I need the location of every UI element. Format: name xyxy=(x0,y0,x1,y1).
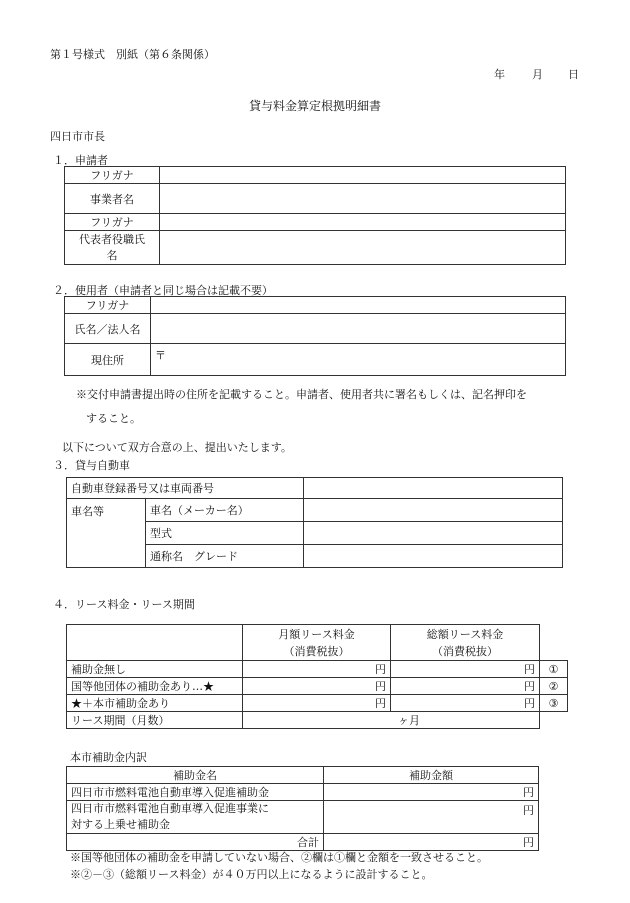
row-mark: ② xyxy=(540,678,568,695)
user-furigana-field[interactable] xyxy=(151,297,566,314)
subsidy-total-label: 合計 xyxy=(67,834,324,851)
user-note-line2: すること。 xyxy=(86,412,141,425)
lease-row-label: ★＋本市補助金あり xyxy=(67,695,243,712)
date-month: 月 xyxy=(532,68,543,81)
vehicle-heading: ３．貸与自動車 xyxy=(53,459,130,472)
total-lease-field[interactable]: 円 xyxy=(391,661,540,678)
reg-number-label: 自動車登録番号又は車両番号 xyxy=(67,478,304,499)
user-name-label: 氏名／法人名 xyxy=(65,314,151,344)
total-lease-header-line1: 総額リース料金 xyxy=(426,627,504,641)
row-mark: ① xyxy=(540,661,568,678)
maker-field[interactable] xyxy=(304,499,563,522)
representative-field[interactable] xyxy=(160,231,566,265)
user-table xyxy=(64,296,566,376)
model-field[interactable] xyxy=(304,522,563,545)
subsidy-row2-name-line1: 四日市市燃料電池自動車導入促進事業に xyxy=(71,802,269,815)
monthly-lease-header xyxy=(243,625,391,661)
lease-period-label: リース期間（月数） xyxy=(67,712,243,729)
representative-label xyxy=(65,231,160,265)
user-note-line1: ※交付申請書提出時の住所を記載すること。申請者、使用者共に署名もしくは、記名押印を xyxy=(76,388,527,401)
user-furigana-label: フリガナ xyxy=(65,297,151,314)
subsidy-row2-amount[interactable]: 円 xyxy=(324,801,539,834)
user-address-field[interactable] xyxy=(151,344,566,376)
car-name-group-label: 車名等 xyxy=(67,499,146,568)
subsidy-amount-header: 補助金額 xyxy=(324,767,539,784)
representative-label-line1: 代表者役職氏 xyxy=(79,232,145,246)
total-lease-field[interactable]: 円 xyxy=(391,678,540,695)
note-2: ※②－③（総額リース料金）が４０万円以上になるように設計すること。 xyxy=(70,868,433,881)
lease-row-label: 補助金無し xyxy=(67,661,243,678)
grade-label: 通称名 グレード xyxy=(146,545,304,568)
subsidy-row2-name-line2: 対する上乗せ補助金 xyxy=(71,818,170,831)
lease-header-blank xyxy=(67,625,243,661)
subsidy-row1-name: 四日市市燃料電池自動車導入促進補助金 xyxy=(67,784,324,801)
user-address-label: 現住所 xyxy=(65,344,151,376)
subsidy-heading: 本市補助金内訳 xyxy=(70,751,147,764)
maker-label: 車名（メーカー名） xyxy=(146,499,304,522)
total-lease-header-line2: （消費税抜） xyxy=(432,644,498,658)
subsidy-row2-name xyxy=(67,801,324,834)
subsidy-total-amount[interactable]: 円 xyxy=(324,834,539,851)
representative-label-line2: 名 xyxy=(106,248,118,262)
document-title: 貸与料金算定根拠明細書 xyxy=(248,99,381,113)
applicant-heading: １．申請者 xyxy=(53,154,108,167)
rep-furigana-field[interactable] xyxy=(160,214,566,231)
lease-heading: ４．リース料金・リース期間 xyxy=(53,598,195,611)
model-label: 型式 xyxy=(146,522,304,545)
user-name-field[interactable] xyxy=(151,314,566,344)
applicant-table xyxy=(64,166,566,265)
lease-row-label: 国等他団体の補助金あり…★ xyxy=(67,678,243,695)
user-heading: ２．使用者（申請者と同じ場合は記載不要） xyxy=(53,284,273,297)
business-name-label: 事業者名 xyxy=(65,184,160,214)
form-number: 第１号様式 別紙（第６条関係） xyxy=(50,48,215,61)
monthly-lease-field[interactable]: 円 xyxy=(243,695,391,712)
agreement-text: 以下について双方合意の上、提出いたします。 xyxy=(62,441,292,454)
date-year: 年 xyxy=(494,68,505,81)
row-mark: ③ xyxy=(540,695,568,712)
rep-furigana-label: フリガナ xyxy=(65,214,160,231)
postal-mark: 〒 xyxy=(155,349,166,362)
date-day: 日 xyxy=(568,68,579,81)
monthly-lease-field[interactable]: 円 xyxy=(243,661,391,678)
total-lease-header xyxy=(391,625,540,661)
monthly-lease-header-line1: 月額リース料金 xyxy=(278,627,355,641)
total-lease-field[interactable]: 円 xyxy=(391,695,540,712)
lease-table xyxy=(66,624,568,729)
period-mark-blank xyxy=(540,712,568,729)
applicant-furigana-label: フリガナ xyxy=(65,167,160,184)
grade-field[interactable] xyxy=(304,545,563,568)
monthly-lease-field[interactable]: 円 xyxy=(243,678,391,695)
business-name-field[interactable] xyxy=(160,184,566,214)
monthly-lease-header-line2: （消費税抜） xyxy=(283,644,350,658)
mark-header-blank xyxy=(540,625,568,661)
applicant-furigana-field[interactable] xyxy=(160,167,566,184)
lease-period-field[interactable]: ヶ月 xyxy=(243,712,540,729)
subsidy-row1-amount[interactable]: 円 xyxy=(324,784,539,801)
addressee: 四日市市長 xyxy=(50,130,105,143)
subsidy-table xyxy=(66,766,539,851)
subsidy-name-header: 補助金名 xyxy=(67,767,324,784)
note-1: ※国等他団体の補助金を申請していない場合、②欄は①欄と金額を一致させること。 xyxy=(70,851,488,864)
vehicle-table xyxy=(66,477,563,568)
reg-number-field[interactable] xyxy=(304,478,563,499)
